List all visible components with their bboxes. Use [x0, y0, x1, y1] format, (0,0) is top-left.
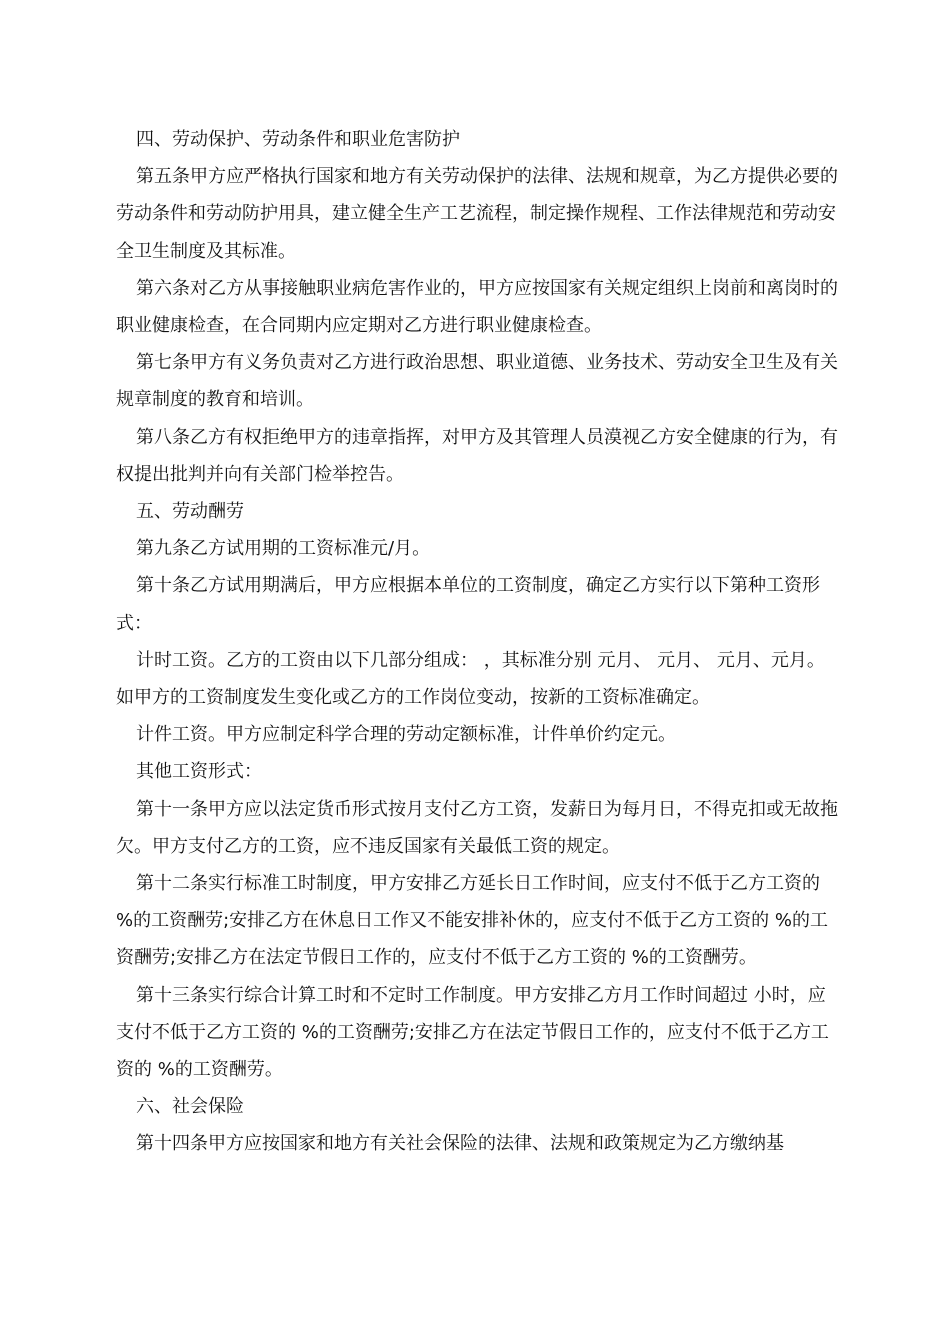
article-8: 第八条乙方有权拒绝甲方的违章指挥，对甲方及其管理人员漠视乙方安全健康的行为，有权提出批判并向有关部门检举控告。 — [116, 426, 838, 485]
article-7: 第七条甲方有义务负责对乙方进行政治思想、职业道德、业务技术、劳动安全卫生及有关规章制度的教育和培训。 — [116, 352, 838, 411]
article-14: 第十四条甲方应按国家和地方有关社会保险的法律、法规和政策规定为乙方缴纳基 — [136, 1133, 784, 1155]
time-wage-clause: 计时工资。乙方的工资由以下几部分组成： ，其标准分别 元月、 元月、 元月、元月。如甲方的工资制度发生变化或乙方的工作岗位变动，按新的工资标准确定。 — [116, 649, 825, 709]
piece-wage-clause: 计件工资。甲方应制定科学合理的劳动定额标准，计件单价约定元。 — [136, 724, 676, 746]
article-11: 第十一条甲方应以法定货币形式按月支付乙方工资，发薪日为每月日，不得克扣或无故拖欠。甲方支付乙方的工资，应不违反国家有关最低工资的规定。 — [116, 798, 838, 857]
section-heading-6: 六、社会保险 — [136, 1096, 244, 1118]
section-heading-4: 四、劳动保护、劳动条件和职业危害防护 — [136, 129, 460, 150]
article-10: 第十条乙方试用期满后，甲方应根据本单位的工资制度，确定乙方实行以下第种工资形式： — [116, 575, 820, 634]
section-heading-5: 五、劳动酬劳 — [136, 501, 244, 523]
article-13: 第十三条实行综合计算工时和不定时工作制度。甲方安排乙方月工作时间超过 小时，应支付不低于乙方工资的 %的工资酬劳;安排乙方在法定节假日工作的，应支付不低于乙方工资的 %的工资酬劳。 — [116, 984, 829, 1081]
article-5: 第五条甲方应严格执行国家和地方有关劳动保护的法律、法规和规章，为乙方提供必要的劳动条件和劳动防护用具，建立健全生产工艺流程，制定操作规程、工作法律规范和劳动安全卫生制度及其标准。 — [116, 166, 838, 262]
article-12: 第十二条实行标准工时制度，甲方安排乙方延长日工作时间，应支付不低于乙方工资的 %的工资酬劳;安排乙方在休息日工作又不能安排补休的，应支付不低于乙方工资的 %的工资酬劳;安排乙方在法定节假日工作的，应支付不低于乙方工资的 %的工资酬劳。 — [116, 873, 828, 969]
article-6: 第六条对乙方从事接触职业病危害作业的，甲方应按国家有关规定组织上岗前和离岗时的职业健康检查，在合同期内应定期对乙方进行职业健康检查。 — [116, 277, 838, 337]
other-wage-clause: 其他工资形式： — [136, 761, 262, 783]
document-page — [116, 121, 838, 1163]
article-9: 第九条乙方试用期的工资标准元/月。 — [136, 538, 431, 560]
